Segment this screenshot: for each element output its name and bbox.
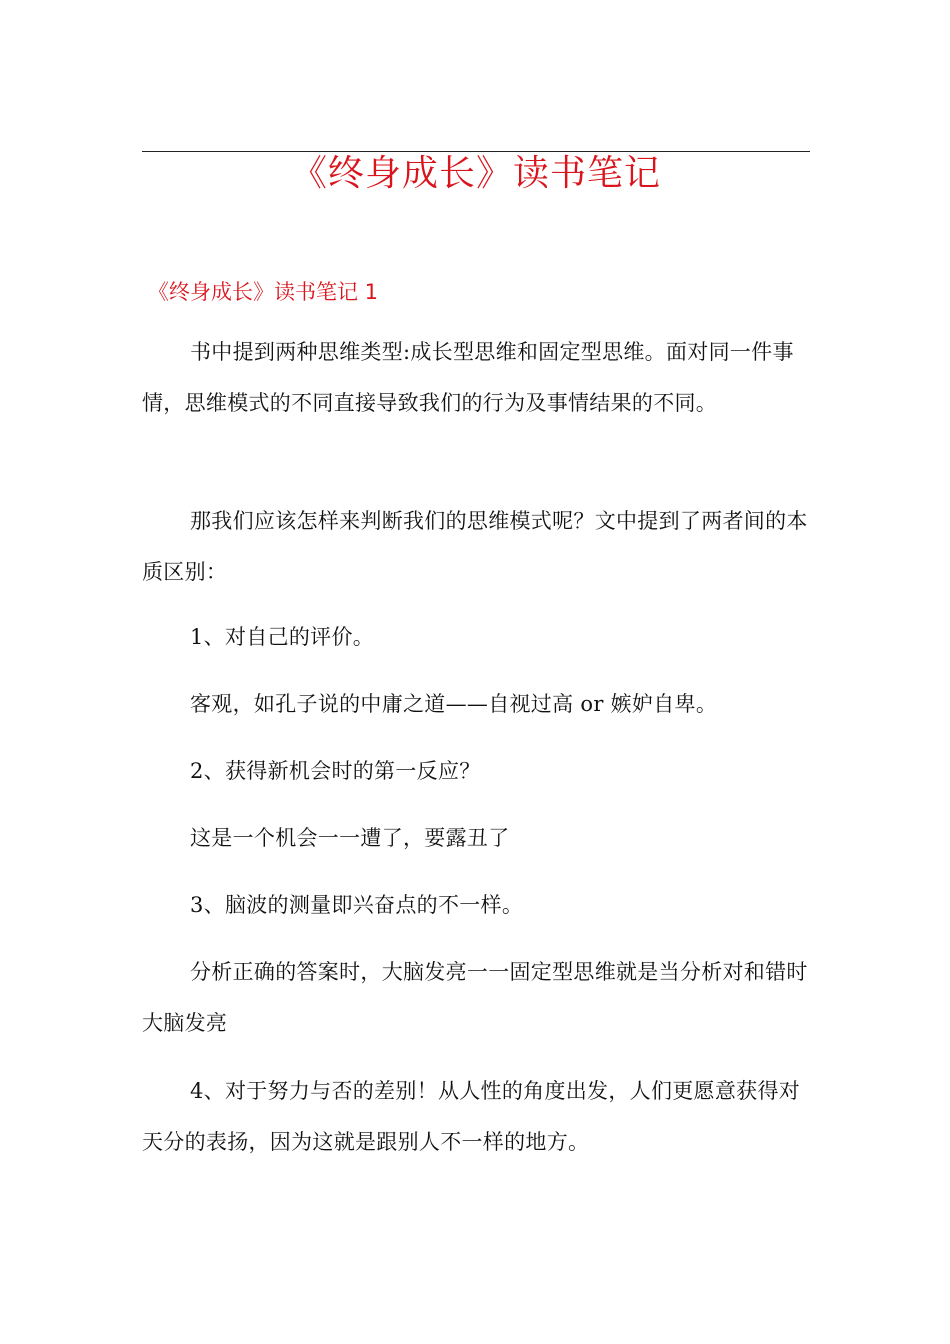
paragraph-5: 2、获得新机会时的第一反应？ bbox=[190, 759, 481, 783]
document-title: 《终身成长》读书笔记 bbox=[290, 153, 661, 194]
paragraph-9: 4、对于努力与否的差别！从人性的角度出发，人们更愿意获得对天分的表扬，因为这就是跟别人不一样的地方。 bbox=[142, 1079, 801, 1154]
paragraph-6: 这是一个机会一一遭了，要露丑了 bbox=[190, 826, 510, 850]
paragraph-8: 分析正确的答案时，大脑发亮一一固定型思维就是当分析对和错时大脑发亮 bbox=[142, 960, 808, 1035]
paragraph-4: 客观，如孔子说的中庸之道——自视过高 or 嫉妒自卑。 bbox=[190, 692, 718, 716]
paragraph-2: 那我们应该怎样来判断我们的思维模式呢？文中提到了两者间的本质区别： bbox=[142, 509, 808, 584]
paragraph-3: 1、对自己的评价。 bbox=[190, 625, 375, 649]
section-heading: 《终身成长》读书笔记 1 bbox=[148, 280, 379, 304]
paragraph-1: 书中提到两种思维类型:成长型思维和固定型思维。面对同一件事情，思维模式的不同直接导致我们的行为及事情结果的不同。 bbox=[142, 340, 794, 415]
paragraph-7: 3、脑波的测量即兴奋点的不一样。 bbox=[190, 893, 524, 917]
